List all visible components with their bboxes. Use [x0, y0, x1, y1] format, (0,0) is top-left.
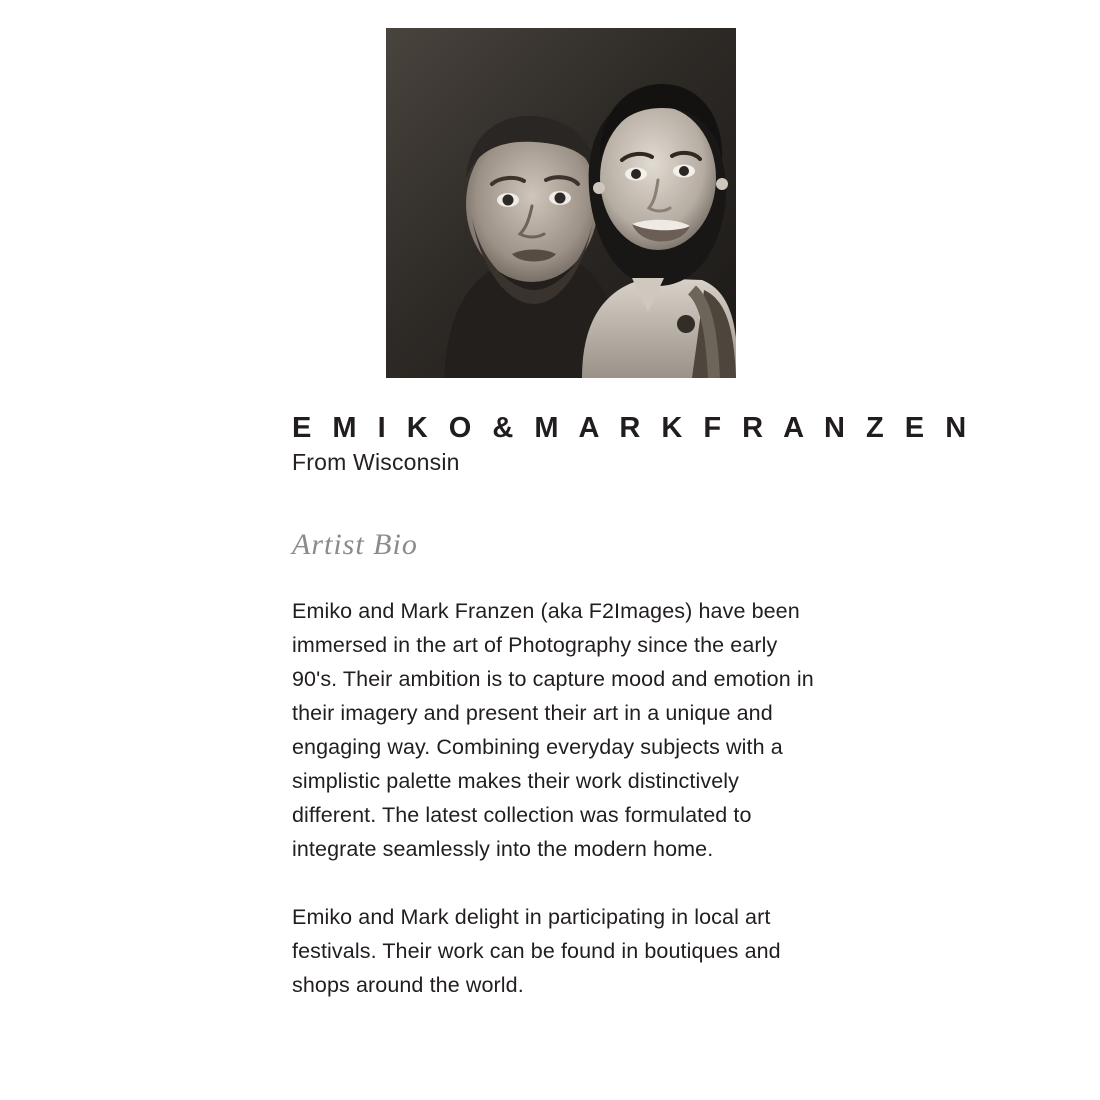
- portrait-photo: [386, 28, 736, 378]
- bio-paragraph-1: Emiko and Mark Franzen (aka F2Images) have been immersed in the art of Photography since the early 90's. Their ambition is to capture mood and emotion in their imagery and present their art in a unique and engaging way. Combining everyday subjects with a simplistic palette makes their work distinctively different. The latest collection was formulated to integrate seamlessly into the modern home.: [292, 599, 814, 861]
- bio-paragraph-2: Emiko and Mark delight in participating in local art festivals. Their work can be found in boutiques and shops around the world.: [292, 905, 781, 997]
- artist-bio-text: [292, 594, 822, 1002]
- artist-location: From Wisconsin: [292, 449, 460, 475]
- section-title-artist-bio: Artist Bio: [292, 528, 418, 561]
- artist-name: E M I K O & M A R K F R A N Z E N: [292, 412, 973, 444]
